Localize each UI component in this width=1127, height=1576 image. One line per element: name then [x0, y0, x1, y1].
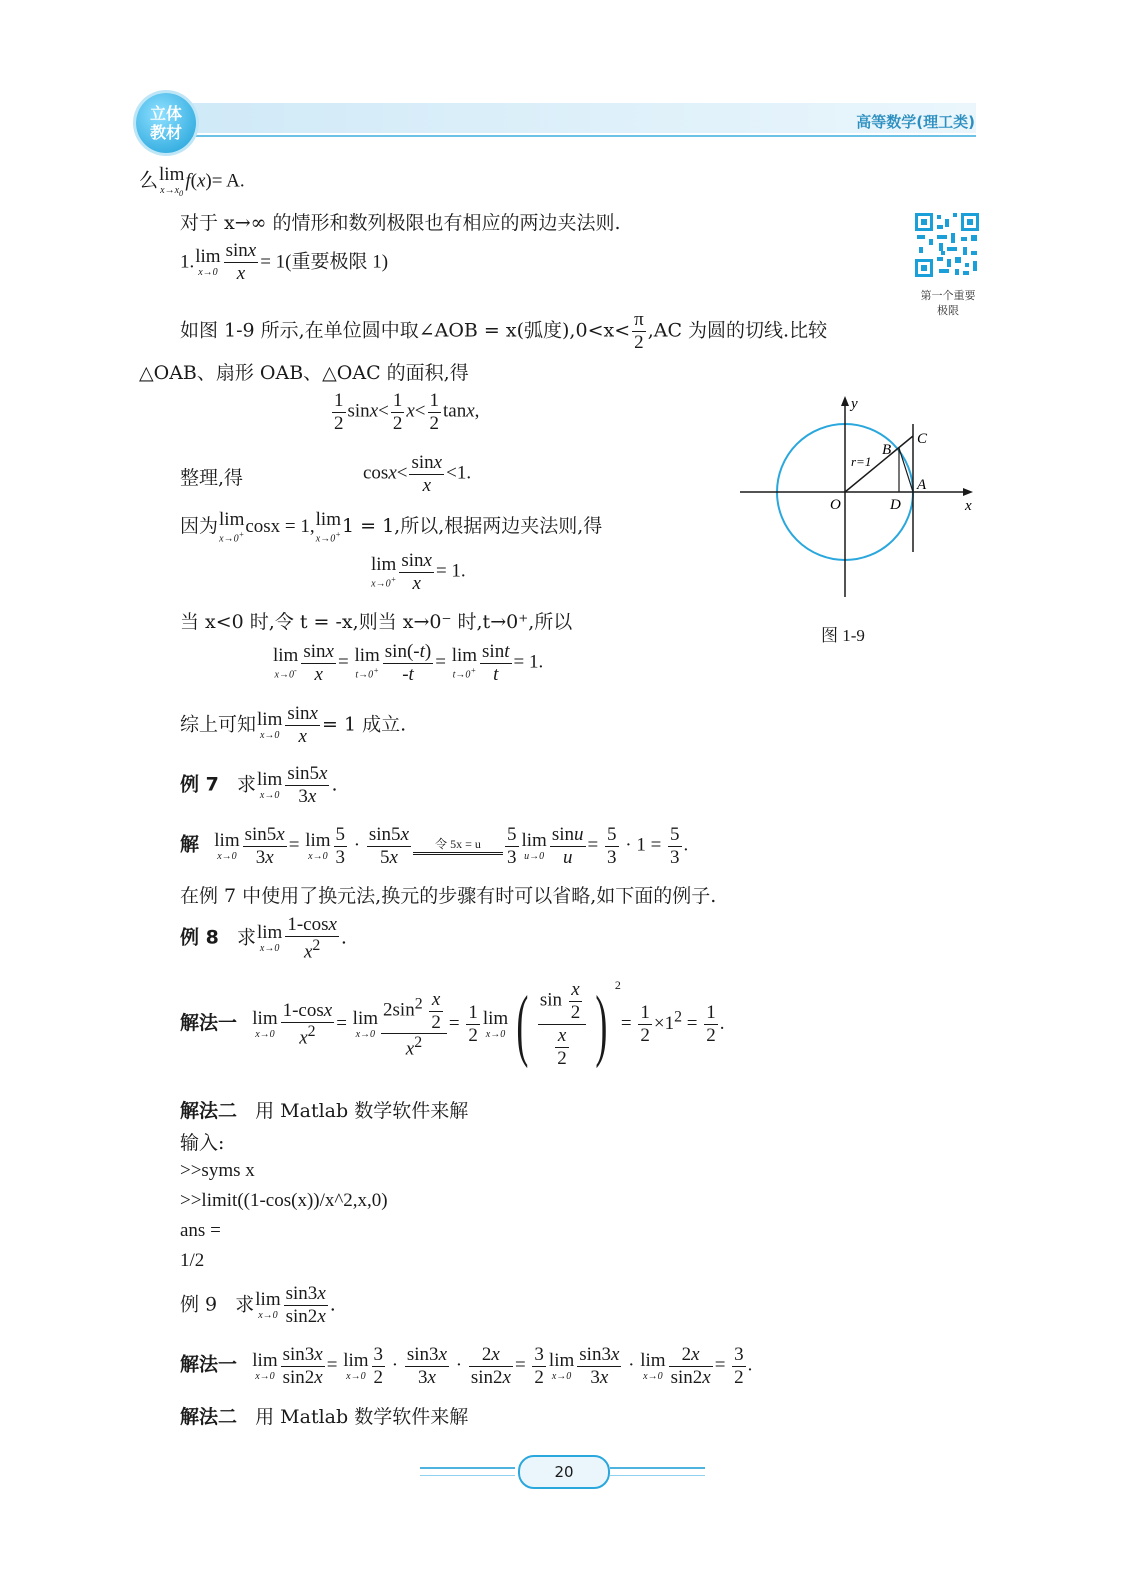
ex7-q: 求 [236, 773, 256, 796]
text-line-5: △OAB、扇形 OAB、△OAC 的面积,得 [139, 362, 469, 384]
l4-pre: 如图 1-9 所示,在单位圆中取∠AOB = x(弧度),0<x< [180, 319, 631, 342]
fraction: $\frac{1}{2}$ [334, 390, 344, 434]
l3-post: = 1(重要极限 1) [260, 251, 389, 273]
inequality-areas: $\frac{1}{2}$ sinx< $\frac{1}{2}$ x< $\frac{1}{2}$ tanx, [334, 390, 480, 434]
badge-line1: 立体 [149, 104, 182, 123]
input-label: 输入: [180, 1132, 225, 1154]
matlab-label: 用 Matlab 数学软件来解 [255, 1100, 469, 1122]
text-line-7: 整理,得 [180, 467, 244, 489]
code-line-1: >>syms x [180, 1160, 255, 1181]
qr-code [913, 211, 981, 279]
matlab-label-9: 用 Matlab 数学软件来解 [255, 1406, 469, 1428]
sub-note: 令 5x = u [435, 837, 481, 852]
code-line-4: 1/2 [180, 1250, 205, 1271]
solution-9-method-2 [180, 1402, 468, 1429]
text-line-15: 在例 7 中使用了换元法,换元的步骤有时可以省略,如下面的例子. [180, 885, 717, 907]
label-B: B [882, 442, 892, 458]
text-line-10: 当 x<0 时,令 t = -x,则当 x→0⁻ 时,t→0⁺,所以 [180, 611, 573, 633]
l1-pre: 么 [139, 169, 159, 192]
solution-7: 解 lim x→0 $\frac{\sin 5x}{3x}$ = lim x→0 $\frac{5}{3}$ · $\frac{\sin 5x}{5x}$ 令 5x = u $\frac{5}{3}$ lim u→0 $\frac{\sin u}{u}$ = $\frac{5}{3}$ · 1 = $\frac{5}{3}$ . [180, 824, 689, 868]
header-badge [136, 93, 196, 153]
figure-caption: 图 1-9 [821, 626, 865, 645]
solution-9-method-1: 解法一 lim x→0 $\frac{\sin 3x}{\sin 2x}$ = lim x→0 $\frac{3}{2}$ · $\frac{\sin 3x}{3x}$ · $\frac{2x}{\sin 2x}$ = $\frac{3}{2}$ lim x→0 $\frac{\sin 3x}{3x}$ · lim x→0 $\frac{2x}{\sin 2x}$ = $\frac{3}{2}$ . [180, 1344, 753, 1388]
fraction: $\frac{1}{2}$ [392, 390, 403, 434]
l12-post: = 1 成立. [321, 713, 407, 736]
ex9-q: 求 [235, 1293, 255, 1316]
sol2-label-9: 解法二 [180, 1406, 238, 1428]
example-8: 例 8 求 lim x→0 $\frac{1-\cos x}{x^2}$ . [180, 914, 347, 963]
badge-line2: 教材 [149, 123, 182, 142]
limit-left: lim x→0- $\frac{\sin x}{x}$ = lim t→0+ $\frac{\sin(-t)}{-t}$ = lim t→0+ $\frac{\sin t}{t}$ = 1. [273, 641, 544, 685]
label-D: D [890, 497, 901, 513]
unit-circle-diagram [735, 392, 980, 582]
ex8-label: 例 8 [180, 926, 219, 949]
label-C: C [917, 431, 928, 447]
lim-expr: lim $x\to x_0$ [159, 164, 185, 198]
fraction: $\frac{1}{2}$ [429, 390, 439, 434]
l1-post: = A. [211, 170, 245, 192]
l8-mid2: 1 = 1,所以,根据两边夹法则,得 [342, 515, 603, 538]
qr-caption [905, 288, 991, 318]
qr-caption-line2: 极限 [937, 304, 959, 317]
text-line-3 [180, 240, 388, 285]
text-line-12: 综上可知 lim x→0 $\frac{\sin x}{x}$ = 1 成立. [180, 703, 407, 747]
fraction: $\frac{\sin x}{x}$ [225, 240, 257, 284]
sol2-label: 解法二 [180, 1100, 238, 1122]
sol1-label: 解法一 [180, 1012, 238, 1034]
header-rule-band [150, 103, 976, 133]
code-line-2: >>limit((1-cos(x))/x^2,x,0) [180, 1190, 388, 1211]
sol1-label-9: 解法一 [180, 1353, 238, 1376]
text-line-1: 么 lim $x\to x_0$ f(x)= A. [139, 164, 245, 198]
limit-right: lim x→0+ $\frac{\sin x}{x}$ = 1. [371, 550, 466, 594]
l8-pre: 因为 [180, 515, 219, 538]
label-r: r=1 [851, 454, 872, 469]
ex7-label: 例 7 [180, 773, 219, 796]
label-A: A [917, 477, 927, 493]
l8-mid: cosx = 1, [245, 516, 315, 538]
qr-code-icon [913, 211, 981, 279]
ex8-q: 求 [236, 926, 256, 949]
l3-pre: 1. [180, 251, 195, 273]
label-O: O [830, 497, 841, 513]
text-line-2: 对于 x→∞ 的情形和数列极限也有相应的两边夹法则. [180, 212, 621, 234]
figure-1-9 [735, 392, 980, 582]
code-line-3: ans = [180, 1220, 221, 1241]
fraction: $\frac{\sin x}{x}$ [411, 452, 443, 496]
lim-expr: lim x→0+ [315, 509, 341, 545]
solution-8-method-1: 解法一 lim x→0 $\frac{1-\cos x}{x^2}$ = lim x→0 $2\sin^2$ $\frac{x}{2}$ $x^2$ = $\frac{1}{2}$ lim x→0 ( sin $\frac{x}{2}$ $\frac{x}{2}$ ) $^2$= $\frac{1}{2}$ $\times 1^2$ = $\frac{1}{2}$ . [180, 978, 725, 1069]
label-x: x [965, 498, 972, 514]
lim-expr: lim x→0 [195, 245, 221, 278]
solution-8-method-2 [180, 1096, 468, 1123]
l4-post: ,AC 为圆的切线.比较 [647, 319, 828, 342]
header-rule-line [180, 135, 976, 137]
example-9: 例 9 求 lim x→0 $\frac{\sin 3x}{\sin 2x}$ . [180, 1283, 336, 1327]
footer-rule-right [610, 1467, 705, 1476]
l12-pre: 综上可知 [180, 713, 257, 736]
book-title: 高等数学(理工类) [856, 113, 975, 131]
qr-caption-line1: 第一个重要 [920, 289, 976, 302]
ex9-label: 例 9 [180, 1293, 218, 1316]
lim-expr: lim x→0+ [219, 509, 245, 545]
footer-rule-left [420, 1467, 515, 1476]
fraction: $\frac{\pi}{2}$ [634, 309, 644, 353]
text-line-4 [180, 309, 827, 354]
text-line-8 [180, 510, 602, 544]
page-number: 20 [518, 1455, 610, 1489]
label-y: y [851, 396, 858, 412]
example-7: 例 7 求 lim x→0 $\frac{\sin 5x}{3x}$ . [180, 763, 338, 807]
inequality-cos: cosx< $\frac{\sin x}{x}$ <1. [363, 452, 472, 496]
sol-label: 解 [180, 833, 200, 856]
